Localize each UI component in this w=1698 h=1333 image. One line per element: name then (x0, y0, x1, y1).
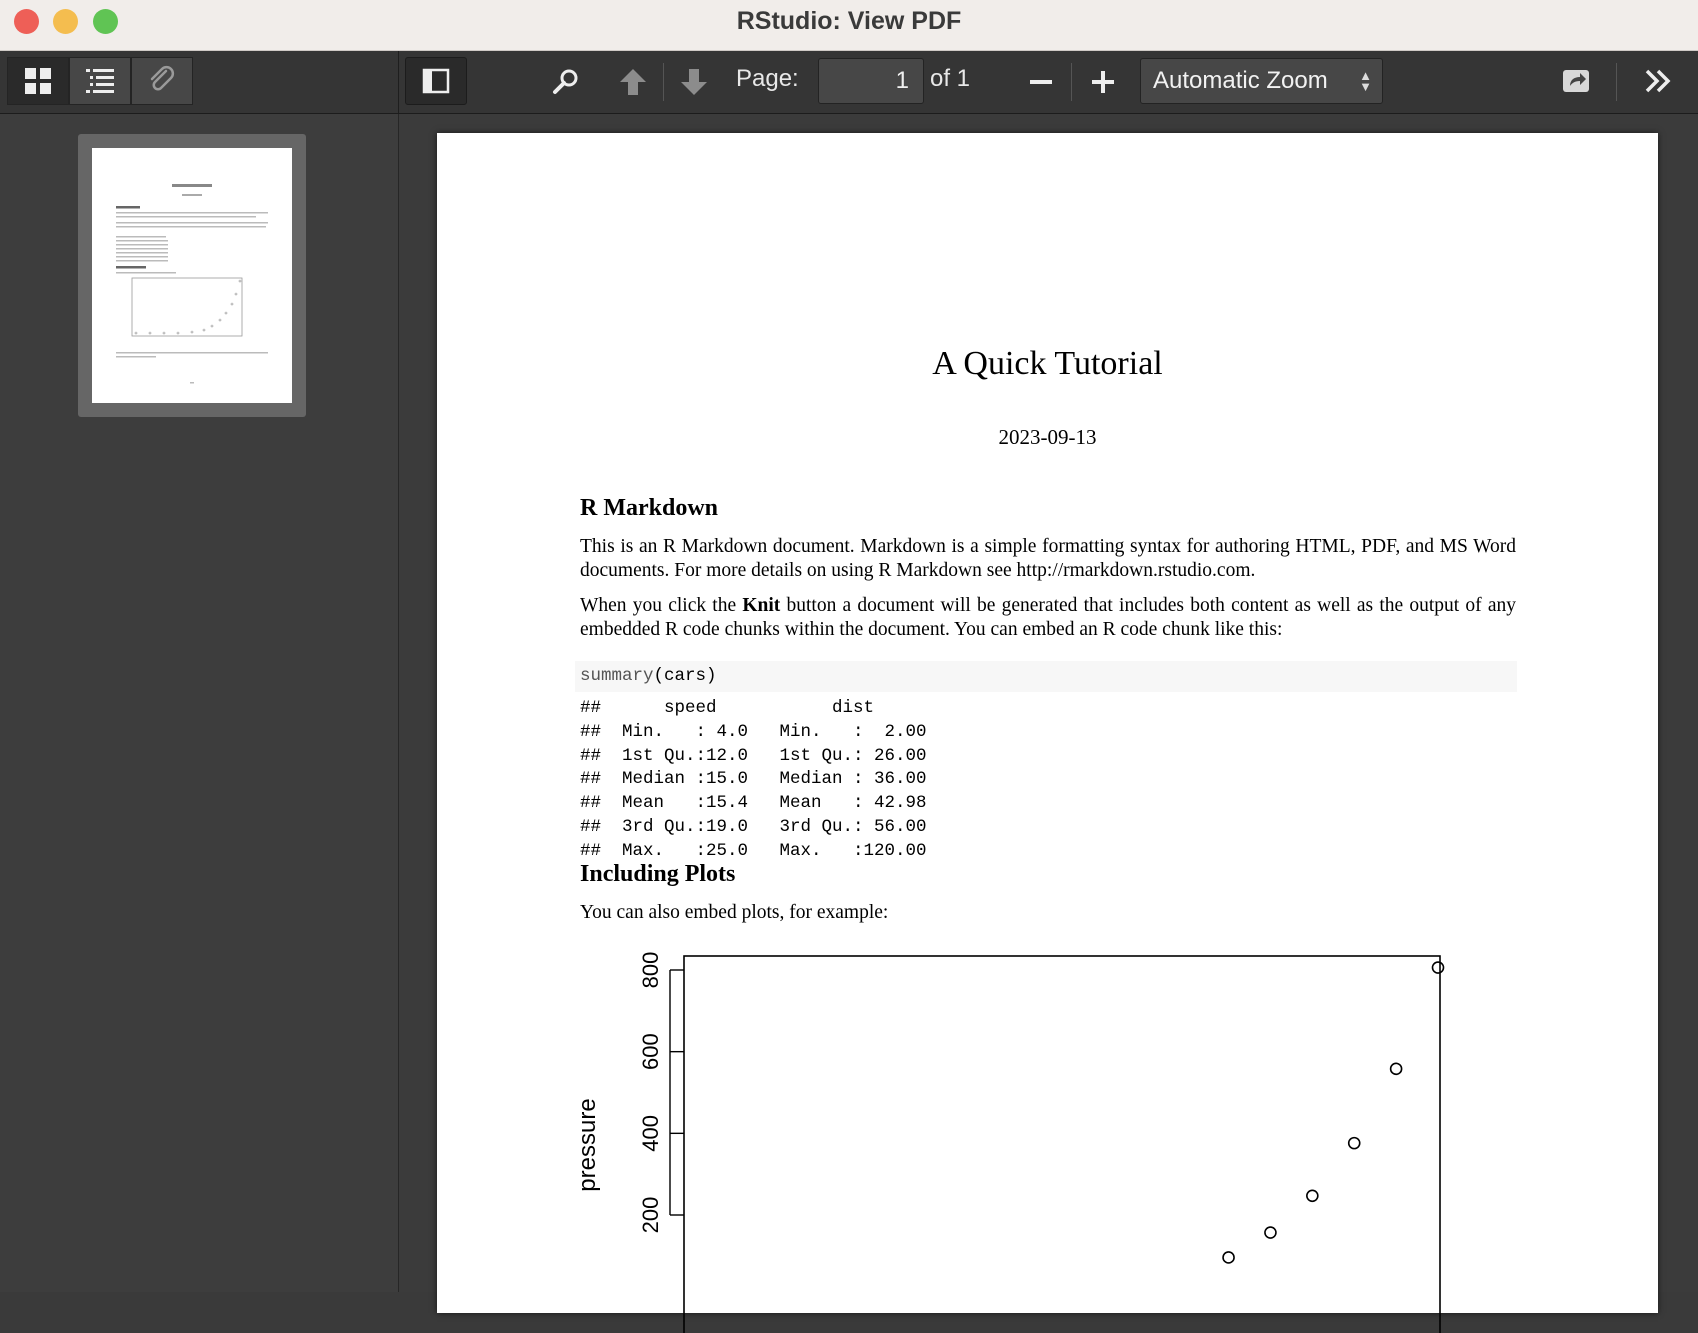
data-point (1391, 1063, 1402, 1074)
output-line: ## Min. : 4.0 Min. : 2.00 (580, 721, 948, 742)
page-count: of 1 (930, 65, 971, 92)
next-page-button[interactable] (673, 61, 715, 103)
window-title: RStudio: View PDF (736, 7, 962, 35)
plus-icon (1091, 70, 1115, 94)
arrow-down-icon (679, 67, 709, 97)
data-point (1223, 1252, 1234, 1263)
toggle-sidebar-button[interactable] (405, 57, 467, 105)
pdf-toolbar (0, 51, 1698, 114)
output-line: ## 3rd Qu.:19.0 3rd Qu.: 56.00 (580, 816, 948, 837)
select-arrows-icon: ▲ ▼ (1359, 68, 1372, 94)
paragraph-text: button a document will be generated that includes both content as well as the output of any embedded R code chunks within the document. You can embed an R code chunk like this: (580, 595, 1516, 640)
data-point (1433, 962, 1444, 973)
pressure-plot (574, 951, 1380, 1333)
tools-menu-button[interactable] (1636, 59, 1680, 103)
outline-view-button[interactable] (69, 57, 131, 105)
find-button[interactable] (545, 61, 587, 103)
y-tick-label: 400 (638, 1114, 663, 1152)
plot-frame (684, 956, 1440, 1333)
grid-icon (23, 66, 53, 96)
zoom-out-button[interactable] (1020, 61, 1062, 103)
document-title: A Quick Tutorial (932, 345, 1163, 382)
present-button[interactable] (1554, 59, 1598, 103)
section-heading-including-plots: Including Plots (580, 861, 736, 887)
paragraph-plots: You can also embed plots, for example: (580, 902, 889, 923)
page-thumbnail[interactable] (78, 134, 306, 417)
y-axis-label: pressure (574, 1098, 601, 1192)
list-icon (84, 65, 116, 97)
pdf-page (437, 133, 1658, 1313)
thumbnail-page-image (92, 148, 292, 403)
section-heading-r-markdown: R Markdown (580, 495, 719, 521)
double-chevron-right-icon (1642, 65, 1674, 97)
present-icon (1560, 65, 1592, 97)
paperclip-icon (146, 65, 178, 97)
page-label: Page: (736, 65, 799, 92)
data-point (1265, 1227, 1276, 1238)
data-point (1307, 1190, 1318, 1201)
arrow-up-icon (618, 67, 648, 97)
sidebar-toggle-icon (422, 67, 450, 95)
y-tick-label: 800 (638, 951, 663, 989)
sidebar-toolbar (0, 51, 399, 113)
paragraph-knit (580, 594, 1516, 642)
thumbnail-view-button[interactable] (7, 57, 69, 105)
output-line: ## Median :15.0 Median : 36.00 (580, 769, 948, 790)
zoom-in-button[interactable] (1082, 61, 1124, 103)
output-line: ## Mean :15.4 Mean : 42.98 (580, 793, 948, 814)
code-arguments: (cars) (653, 666, 717, 686)
paragraph-intro: This is an R Markdown document. Markdown is a simple formatting syntax for authoring HTML, PDF, and MS Word documents. For more details on using R Markdown see http://rmarkdown.rstudio.com. (580, 536, 1516, 581)
zoom-select-value: Automatic Zoom (1153, 67, 1328, 94)
output-line: ## 1st Qu.:12.0 1st Qu.: 26.00 (580, 745, 948, 766)
y-tick-label: 200 (638, 1196, 663, 1234)
attachments-view-button[interactable] (131, 57, 193, 105)
code-output (580, 697, 948, 864)
output-line: ## speed dist (580, 698, 948, 718)
paragraph-text: When you click the (580, 595, 743, 616)
y-tick-label: 600 (638, 1033, 663, 1071)
data-point (1349, 1138, 1360, 1149)
code-function: summary (580, 666, 654, 686)
previous-page-button[interactable] (612, 61, 654, 103)
zoom-select[interactable] (1140, 58, 1383, 104)
knit-bold-text: Knit (742, 595, 781, 616)
minus-icon (1029, 70, 1053, 94)
output-line: ## Max. :25.0 Max. :120.00 (580, 840, 948, 861)
document-date: 2023-09-13 (998, 425, 1097, 449)
title-bar (0, 0, 1698, 51)
pdf-viewer[interactable] (399, 114, 1698, 1292)
search-icon (551, 67, 581, 97)
code-chunk (575, 661, 1517, 692)
thumbnail-sidebar (0, 114, 399, 1292)
page-number-input[interactable]: 1 (818, 58, 924, 104)
